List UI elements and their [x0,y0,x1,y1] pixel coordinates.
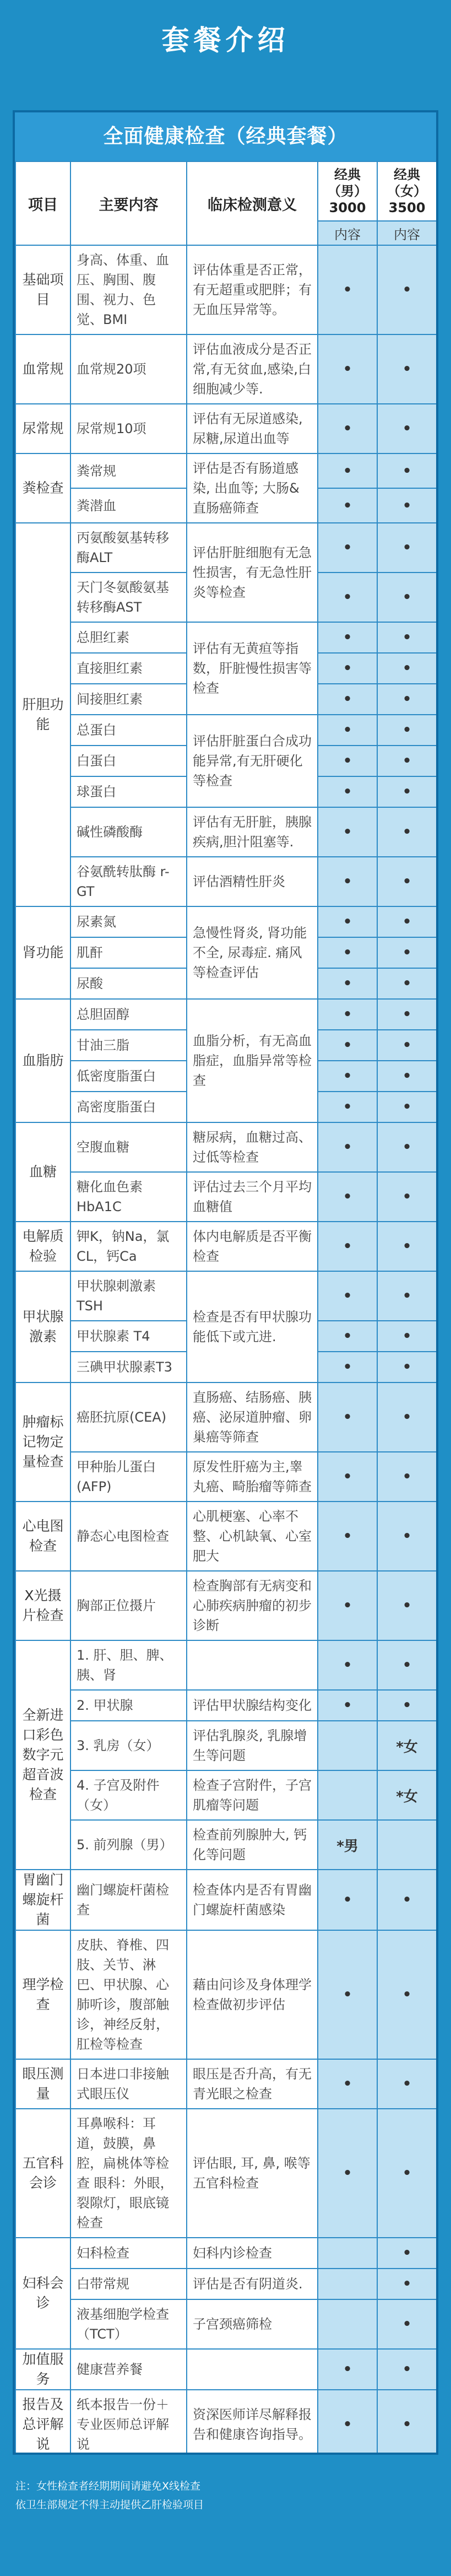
table-row [15,245,437,334]
row-content: 丙氨酸氨基转移酶ALT [70,523,187,573]
row-meaning: 资深医师详尽解释报告和健康咨询指导。 [187,2390,318,2455]
male-package-mark: • [318,523,377,573]
row-content: 4. 子宫及附件（女） [70,1770,187,1820]
female-package-mark: • [377,906,437,937]
table-row [15,1721,437,1770]
table-row [15,1690,437,1721]
row-meaning: 评估酒精性肝炎 [187,857,318,906]
row-content: 钾K，钠Na，氯CL，钙Ca [70,1222,187,1271]
row-meaning: 检查是否有甲状腺功能低下或亢进. [187,1271,318,1382]
female-package-mark: • [377,1690,437,1721]
row-meaning [187,1640,318,1690]
row-meaning: 评估是否有肠道感染, 出血等; 大肠&直肠癌筛查 [187,453,318,523]
female-package-mark: • [377,1870,437,1930]
row-category: 血常规 [15,334,70,404]
male-package-mark: • [318,999,377,1030]
row-category: 加值服务 [15,2349,70,2390]
header-female-content: 内容 [377,221,437,245]
row-meaning: 检查子宫附件，子宫肌瘤等问题 [187,1770,318,1820]
male-package-mark: • [318,2109,377,2238]
male-package-mark: • [318,404,377,453]
row-meaning: 评估有无尿道感染,尿糖,尿道出血等 [187,404,318,453]
row-meaning: 检查前列腺肿大, 钙化等问题 [187,1820,318,1870]
female-package-mark: • [377,807,437,857]
row-content: 粪常规 [70,453,187,488]
page-title: 套餐介绍 [161,24,290,56]
row-category: 粪检查 [15,453,70,523]
female-package-mark: • [377,404,437,453]
male-package-mark [318,2269,377,2299]
male-package-mark: • [318,245,377,334]
male-package-mark: • [318,1571,377,1640]
male-package-mark: • [318,622,377,653]
footer-notes [15,2477,439,2514]
male-package-mark: • [318,1271,377,1321]
row-content: 肌酐 [70,937,187,968]
female-package-mark: • [377,2299,437,2349]
female-package-mark: • [377,746,437,776]
female-package-mark: • [377,453,437,488]
female-package-mark: • [377,999,437,1030]
female-package-mark: *女 [377,1770,437,1820]
header-female-package: 经典（女）3500 [377,161,437,221]
female-package-mark: • [377,715,437,746]
row-meaning: 评估甲状腺结构变化 [187,1690,318,1721]
table-row [15,2238,437,2269]
row-meaning: 原发性肝癌为主,睾丸癌、畸胎瘤等筛查 [187,1452,318,1502]
male-package-mark: • [318,1382,377,1452]
female-package-mark: • [377,2109,437,2238]
male-package-mark: • [318,906,377,937]
female-package-mark: • [377,573,437,622]
male-package-mark: • [318,1321,377,1352]
row-content: 皮肤、脊椎、四肢、关节、淋巴、甲状腺、心肺听诊，腹部触诊，神经反射，肛检等检查 [70,1930,187,2059]
header-row [15,161,437,221]
row-content: 幽门螺旋杆菌检查 [70,1870,187,1930]
female-package-mark: • [377,488,437,523]
row-category: 基础项目 [15,245,70,334]
male-package-mark: • [318,2059,377,2109]
female-package-mark: • [377,1122,437,1172]
table-row [15,2299,437,2349]
row-content: 日本进口非接触式眼压仪 [70,2059,187,2109]
table-row [15,1222,437,1271]
row-category: 眼压测量 [15,2059,70,2109]
table-row [15,404,437,453]
table-row [15,999,437,1030]
row-meaning: 评估过去三个月平均血糖值 [187,1172,318,1222]
row-category: 尿常规 [15,404,70,453]
female-package-mark: • [377,622,437,653]
female-package-mark: • [377,334,437,404]
row-content: 健康营养餐 [70,2349,187,2390]
female-package-mark: • [377,1640,437,1690]
row-meaning: 评估血液成分是否正常,有无贫血,感染,白细胞减少等. [187,334,318,404]
female-package-mark: • [377,684,437,715]
female-package-mark: • [377,2349,437,2390]
male-package-mark: • [318,1452,377,1502]
male-package-mark: • [318,715,377,746]
female-package-mark: • [377,245,437,334]
row-content: 静态心电图检查 [70,1502,187,1571]
female-package-mark: • [377,857,437,906]
row-content: 尿素氮 [70,906,187,937]
male-package-mark: • [318,1092,377,1122]
row-content: 尿常规10项 [70,404,187,453]
female-package-mark: • [377,1382,437,1452]
row-content: 5. 前列腺（男） [70,1820,187,1870]
row-content: 1. 肝、胆、脾、胰、肾 [70,1640,187,1690]
row-meaning: 评估是否有阴道炎. [187,2269,318,2299]
header-male-package: 经典（男）3000 [318,161,377,221]
row-meaning: 糖尿病，血糖过高、过低等检查 [187,1122,318,1172]
female-package-mark: • [377,1061,437,1092]
row-category: 甲状腺激素 [15,1271,70,1382]
row-meaning: 心肌梗塞、心率不整、心机缺氧、心室肥大 [187,1502,318,1571]
row-content: 天门冬氨酸氨基转移酶AST [70,573,187,622]
row-meaning [187,2349,318,2390]
male-package-mark: • [318,776,377,807]
row-meaning: 藉由问诊及身体理学检查做初步评估 [187,1930,318,2059]
table-row [15,1870,437,1930]
female-package-mark: • [377,937,437,968]
row-meaning: 评估肝脏细胞有无急性损害，有无急性肝炎等检查 [187,523,318,622]
package-title: 全面健康检查（经典套餐） [15,112,436,161]
row-content: 谷氨酰转肽酶 r-GT [70,857,187,906]
table-row [15,1271,437,1321]
table-row [15,2059,437,2109]
male-package-mark [318,2238,377,2269]
table-row [15,1382,437,1452]
male-package-mark [318,2299,377,2349]
row-content: 胸部正位摄片 [70,1571,187,1640]
row-content: 总胆红素 [70,622,187,653]
female-package-mark: • [377,2059,437,2109]
row-content: 糖化血色素HbA1C [70,1172,187,1222]
row-content: 甲状腺素 T4 [70,1321,187,1352]
row-meaning: 眼压是否升高，有无青光眼之检查 [187,2059,318,2109]
table-row [15,2349,437,2390]
male-package-mark: • [318,488,377,523]
female-package-mark: • [377,1222,437,1271]
table-row [15,2269,437,2299]
male-package-mark: • [318,1930,377,2059]
table-row [15,1770,437,1820]
row-content: 液基细胞学检查（TCT） [70,2299,187,2349]
male-package-mark: • [318,1061,377,1092]
table-row [15,1502,437,1571]
table-row [15,2390,437,2455]
female-package-mark: • [377,1172,437,1222]
male-package-mark: • [318,746,377,776]
row-category: 肝胆功能 [15,523,70,906]
row-meaning: 直肠癌、结肠癌、胰癌、泌尿道肿瘤、卵巢癌等筛查 [187,1382,318,1452]
row-category: 肾功能 [15,906,70,999]
package-card [13,110,438,2455]
header-category: 项目 [15,161,70,245]
header-male-content: 内容 [318,221,377,245]
female-package-mark: • [377,1502,437,1571]
row-meaning: 急慢性肾炎, 肾功能不全, 尿毒症. 痛风等检查评估 [187,906,318,999]
female-package-mark: • [377,1092,437,1122]
row-category: 血脂肪 [15,999,70,1122]
female-package-mark: • [377,2238,437,2269]
row-content: 身高、体重、血压、胸围、腹围、视力、色觉、BMI [70,245,187,334]
table-row [15,453,437,488]
row-content: 3. 乳房（女） [70,1721,187,1770]
footer-note-2: 依卫生部规定不得主动提供乙肝检验项目 [15,2499,204,2511]
male-package-mark: • [318,1352,377,1382]
row-meaning: 评估体重是否正常，有无超重或肥胖；有无血压异常等。 [187,245,318,334]
male-package-mark: • [318,1640,377,1690]
male-package-mark: • [318,1502,377,1571]
table-body [15,245,437,2455]
row-meaning: 体内电解质是否平衡检查 [187,1222,318,1271]
male-package-mark: • [318,937,377,968]
female-package-mark: • [377,1352,437,1382]
row-meaning: 检查胸部有无病变和心肺疾病肿瘤的初步诊断 [187,1571,318,1640]
row-content: 空腹血糖 [70,1122,187,1172]
row-meaning: 评估乳腺炎, 乳腺增生等问题 [187,1721,318,1770]
row-meaning: 妇科内诊检查 [187,2238,318,2269]
male-package-mark: • [318,1172,377,1222]
female-package-mark: • [377,968,437,999]
table-row [15,334,437,404]
male-package-mark: • [318,1122,377,1172]
table-row [15,2109,437,2238]
male-package-mark: • [318,968,377,999]
row-content: 白蛋白 [70,746,187,776]
table-row [15,857,437,906]
table-row [15,622,437,653]
row-category: 全新进口彩色数字元超音波检查 [15,1640,70,1870]
row-meaning: 血脂分析，有无高血脂症，血脂异常等检查 [187,999,318,1122]
table-row [15,1122,437,1172]
male-package-mark: • [318,2390,377,2455]
row-content: 尿酸 [70,968,187,999]
male-package-mark: *男 [318,1820,377,1870]
female-package-mark: • [377,1321,437,1352]
female-package-mark: • [377,1030,437,1061]
table-row [15,1452,437,1502]
row-content: 直接胆红素 [70,653,187,684]
row-content: 三碘甲状腺素T3 [70,1352,187,1382]
row-content: 粪潜血 [70,488,187,523]
footer-note-1: 注：女性检查者经期期间请避免X线检查 [15,2480,201,2492]
row-content: 血常规20项 [70,334,187,404]
table-row [15,1571,437,1640]
row-content: 耳鼻喉科：耳道，鼓膜，鼻腔，扁桃体等检查 眼科：外眼，裂隙灯，眼底镜检查 [70,2109,187,2238]
table-row [15,1640,437,1690]
row-category: 胃幽门螺旋杆菌 [15,1870,70,1930]
row-category: 五官科会诊 [15,2109,70,2238]
header-content: 主要内容 [70,161,187,245]
row-meaning: 评估眼, 耳, 鼻, 喉等五官科检查 [187,2109,318,2238]
row-content: 低密度脂蛋白 [70,1061,187,1092]
female-package-mark: • [377,2269,437,2299]
package-table [15,161,437,2455]
male-package-mark: • [318,1030,377,1061]
table-row [15,1172,437,1222]
row-meaning: 子宫颈癌筛检 [187,2299,318,2349]
table-row [15,807,437,857]
table-row [15,906,437,937]
header-banner [0,0,451,83]
male-package-mark: • [318,857,377,906]
female-package-mark: • [377,776,437,807]
table-row [15,715,437,746]
female-package-mark: • [377,523,437,573]
row-category: 电解质检验 [15,1222,70,1271]
row-content: 总蛋白 [70,715,187,746]
female-package-mark: • [377,1930,437,2059]
row-content: 总胆固醇 [70,999,187,1030]
male-package-mark: • [318,334,377,404]
female-package-mark: • [377,1452,437,1502]
male-package-mark: • [318,2349,377,2390]
table-row [15,1930,437,2059]
female-package-mark [377,1820,437,1870]
row-category: 肿瘤标记物定量检查 [15,1382,70,1502]
male-package-mark: • [318,453,377,488]
row-content: 妇科检查 [70,2238,187,2269]
row-meaning: 评估有无黄疸等指数，肝脏慢性损害等检查 [187,622,318,715]
row-category: 血糖 [15,1122,70,1222]
header-meaning: 临床检测意义 [187,161,318,245]
row-category: 心电图检查 [15,1502,70,1571]
male-package-mark: • [318,653,377,684]
row-content: 癌胚抗原(CEA) [70,1382,187,1452]
male-package-mark: • [318,684,377,715]
table-row [15,523,437,573]
female-package-mark: *女 [377,1721,437,1770]
male-package-mark: • [318,807,377,857]
male-package-mark: • [318,1690,377,1721]
female-package-mark: • [377,1271,437,1321]
row-content: 球蛋白 [70,776,187,807]
row-content: 甲状腺刺激素TSH [70,1271,187,1321]
male-package-mark: • [318,573,377,622]
row-content: 碱性磷酸酶 [70,807,187,857]
row-category: X光摄片检查 [15,1571,70,1640]
row-meaning: 评估有无肝脏，胰腺疾病,胆汁阻塞等. [187,807,318,857]
male-package-mark: • [318,1870,377,1930]
male-package-mark: • [318,1222,377,1271]
row-category: 报告及总评解说 [15,2390,70,2455]
row-category: 妇科会诊 [15,2238,70,2349]
male-package-mark [318,1721,377,1770]
row-content: 白带常规 [70,2269,187,2299]
female-package-mark: • [377,653,437,684]
row-content: 间接胆红素 [70,684,187,715]
row-content: 甲种胎儿蛋白(AFP) [70,1452,187,1502]
table-row [15,1820,437,1870]
row-meaning: 检查体内是否有胃幽门螺旋杆菌感染 [187,1870,318,1930]
row-content: 高密度脂蛋白 [70,1092,187,1122]
row-category: 理学检查 [15,1930,70,2059]
male-package-mark [318,1770,377,1820]
female-package-mark: • [377,1571,437,1640]
row-meaning: 评估肝脏蛋白合成功能异常,有无肝硬化等检查 [187,715,318,807]
female-package-mark: • [377,2390,437,2455]
row-content: 2. 甲状腺 [70,1690,187,1721]
row-content: 纸本报告一份＋专业医师总评解说 [70,2390,187,2455]
row-content: 甘油三脂 [70,1030,187,1061]
